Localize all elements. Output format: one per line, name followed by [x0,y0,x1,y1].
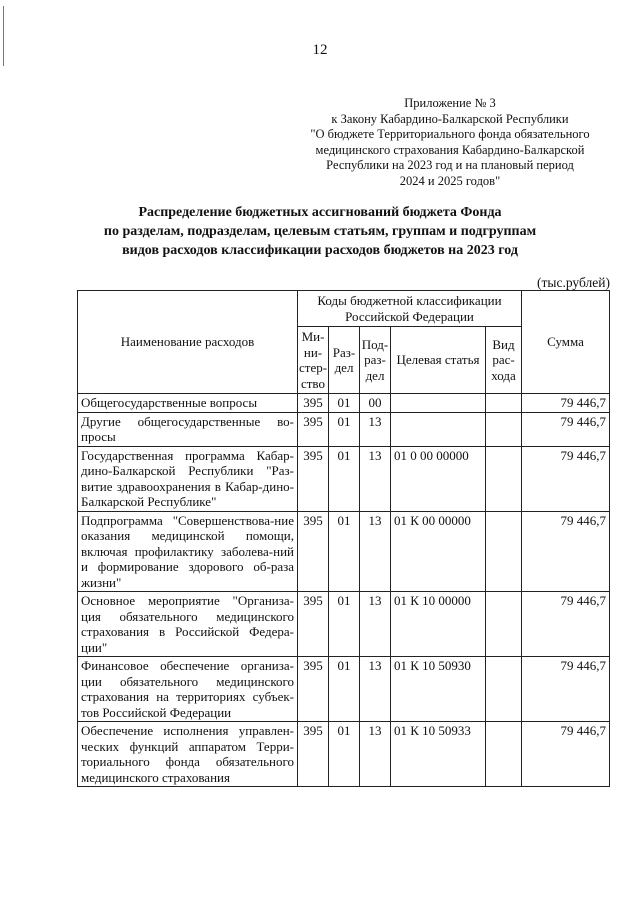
units-label: (тыс.рублей) [537,275,610,290]
appendix-line: 2024 и 2025 годов" [399,173,501,188]
row-expense-type [486,511,522,592]
row-name: Общегосударственные вопросы [78,394,298,413]
row-target: 01 0 00 00000 [391,446,486,511]
table-row [78,511,610,592]
row-amount: 79 446,7 [522,657,610,722]
row-subsection: 13 [360,722,391,787]
row-subsection: 13 [360,657,391,722]
budget-table [77,290,610,787]
appendix-line: "О бюджете Территориального фонда обязательного [310,127,590,141]
title-line: по разделам, подразделам, целевым статьям, группам и подгруппам [103,224,537,239]
appendix-line: к Закону Кабардино-Балкарской Республики [331,111,569,126]
header-row [78,291,610,327]
row-ministry: 395 [298,722,329,787]
document-title [100,203,540,260]
page-number: 12 [312,42,328,58]
row-amount: 79 446,7 [522,511,610,592]
row-name: Обеспечение исполнения управлен-ческих функций аппаратом Терри-ториального фонда обязательного медицинского страхования [78,722,298,787]
row-ministry: 395 [298,412,329,446]
row-ministry: 395 [298,657,329,722]
row-amount: 79 446,7 [522,446,610,511]
row-expense-type [486,657,522,722]
row-name: Основное мероприятие "Организа-ция обязательного медицинского страхования в Российской Федера-ции" [78,592,298,657]
row-subsection: 13 [360,592,391,657]
header-name: Наименование расходов [78,291,298,394]
row-ministry: 395 [298,511,329,592]
table-row [78,722,610,787]
row-amount: 79 446,7 [522,394,610,413]
row-amount: 79 446,7 [522,412,610,446]
header-codes-group: Коды бюджетной классификации Российской Федерации [298,291,522,327]
appendix-line: медицинского страхования Кабардино-Балкарской [315,142,585,157]
header-amount: Сумма [522,291,610,394]
row-ministry: 395 [298,592,329,657]
row-expense-type [486,592,522,657]
table-row [78,657,610,722]
row-expense-type [486,412,522,446]
header-expense-type: Вид рас-хода [486,327,522,394]
table-row [78,446,610,511]
header-section: Раз-дел [329,327,360,394]
row-expense-type [486,394,522,413]
row-section: 01 [329,657,360,722]
row-subsection: 13 [360,446,391,511]
table-row [78,412,610,446]
row-subsection: 13 [360,511,391,592]
row-section: 01 [329,722,360,787]
row-section: 01 [329,446,360,511]
row-name: Другие общегосударственные во-просы [78,412,298,446]
row-target: 01 К 10 50933 [391,722,486,787]
header-ministry: Ми-ни-стер-ство [298,327,329,394]
row-name: Подпрограмма "Совершенствова-ние оказания медицинской помощи, включая профилактику заболева-ний и формирование здорового об-раза жизни" [78,511,298,592]
title-line: видов расходов классификации расходов бюджетов на 2023 год [122,243,518,258]
row-target: 01 К 00 00000 [391,511,486,592]
table-row [78,394,610,413]
row-target: 01 К 10 50930 [391,657,486,722]
row-expense-type [486,722,522,787]
row-section: 01 [329,511,360,592]
row-subsection: 00 [360,394,391,413]
row-section: 01 [329,592,360,657]
table-row [78,592,610,657]
row-ministry: 395 [298,394,329,413]
header-subsection: Под-раз-дел [360,327,391,394]
row-amount: 79 446,7 [522,592,610,657]
title-line: Распределение бюджетных ассигнований бюджета Фонда [138,205,502,220]
row-name: Государственная программа Кабар-дино-Балкарской Республики "Раз-витие здравоохранения в Кабар-дино-Балкарской Республике" [78,446,298,511]
row-target [391,412,486,446]
row-expense-type [486,446,522,511]
appendix-heading [290,96,610,189]
row-name: Финансовое обеспечение организа-ции обязательного медицинского страхования на территориях субъек-тов Российской Федерации [78,657,298,722]
appendix-line: Приложение № 3 [404,96,496,110]
row-section: 01 [329,394,360,413]
row-target: 01 К 10 00000 [391,592,486,657]
row-section: 01 [329,412,360,446]
row-target [391,394,486,413]
row-amount: 79 446,7 [522,722,610,787]
appendix-line: Республики на 2023 год и на плановый период [326,158,574,172]
row-subsection: 13 [360,412,391,446]
header-target: Целевая статья [391,327,486,394]
row-ministry: 395 [298,446,329,511]
